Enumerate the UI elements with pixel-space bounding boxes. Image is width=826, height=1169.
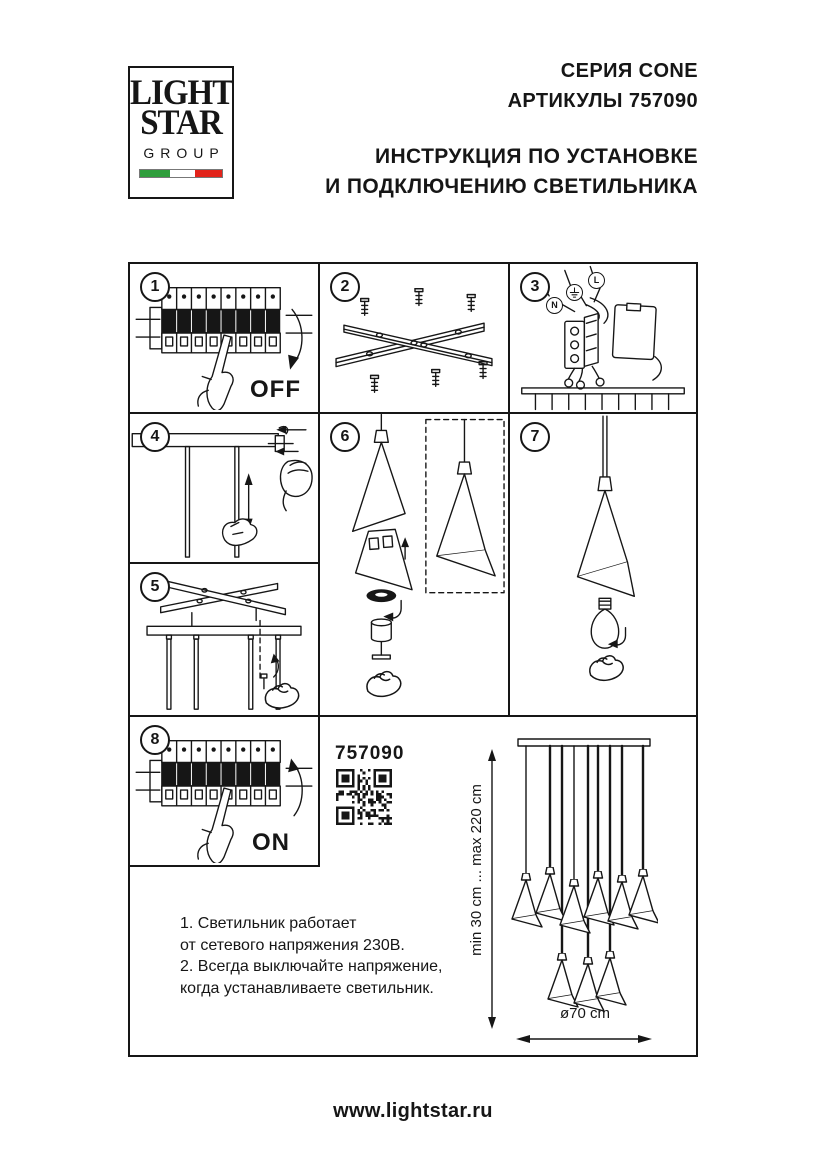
step-8-number: 8 (140, 725, 170, 755)
summary-panel (128, 715, 698, 1057)
note-line-4: когда устанавливаете светильник. (180, 979, 434, 997)
instruction-grid (128, 262, 698, 1057)
screw-icon (371, 375, 379, 392)
cone-shade-icon (512, 873, 542, 927)
flag-red-segment (195, 170, 222, 177)
note-line-2: от сетевого напряжения 230В. (180, 936, 405, 954)
website-link: www.lightstar.ru (333, 1100, 493, 1122)
page-title (325, 142, 698, 202)
step-6-number: 6 (330, 422, 360, 452)
qr-code (336, 769, 392, 825)
step-4-panel (128, 412, 320, 564)
flag-green-segment (140, 170, 170, 177)
italian-flag-icon (139, 169, 223, 178)
step-7-number: 7 (520, 422, 550, 452)
screw-icon (479, 362, 487, 379)
cone-shade-icon (574, 957, 604, 1011)
off-label: OFF (250, 376, 301, 403)
hand-icon (590, 656, 623, 680)
step-3-panel (508, 262, 698, 414)
flag-white-segment (170, 170, 195, 177)
step-5-panel (128, 562, 320, 717)
step-8-panel (130, 717, 320, 867)
step-5-number: 5 (140, 572, 170, 602)
step-3-number: 3 (520, 272, 550, 302)
lightstar-logo (128, 66, 234, 199)
step-1-panel (128, 262, 320, 414)
on-label: ON (252, 829, 290, 856)
step-1-number: 1 (140, 272, 170, 302)
line-letter: L (593, 275, 600, 285)
earth-symbol (566, 284, 583, 301)
logo-text-light: LIGHT (130, 73, 234, 113)
screw-icon (432, 370, 440, 387)
hand-icon (265, 684, 298, 708)
diameter-label: ø70 cm (559, 1005, 610, 1022)
shade-assembly-illustration (320, 414, 508, 715)
pendant-dimensions-diagram (478, 725, 658, 1047)
height-range-label: min 30 cm ... max 220 cm (468, 784, 485, 956)
step-2-panel (318, 262, 510, 414)
cone-shade-icon (548, 953, 578, 1007)
series-name: СЕРИЯ CONE (560, 60, 698, 82)
step-2-number: 2 (330, 272, 360, 302)
qr-article-number: 757090 (335, 743, 405, 764)
title-line-2: И ПОДКЛЮЧЕНИЮ СВЕТИЛЬНИКА (325, 175, 698, 198)
article-number: АРТИКУЛЫ 757090 (507, 90, 698, 112)
bulb-installation-illustration (510, 414, 696, 715)
neutral-letter: N (551, 300, 558, 310)
screw-icon (361, 299, 369, 316)
cone-shade-icon (629, 869, 658, 923)
note-line-3: 2. Всегда выключайте напряжение, (180, 958, 443, 975)
neutral-wire-label (546, 297, 563, 314)
header-series-block (508, 56, 698, 116)
note-line-1: 1. Светильник работает (180, 915, 357, 932)
cone-shade-icon (560, 879, 590, 933)
step-4-number: 4 (140, 422, 170, 452)
logo-text-group: GROUP (143, 145, 225, 161)
hand-icon (367, 672, 401, 697)
cone-shade-icon (596, 951, 626, 1005)
safety-notes (180, 913, 480, 999)
logo-text-star: STAR (140, 103, 222, 143)
step-7-panel (508, 412, 698, 717)
screw-icon (467, 295, 475, 312)
screw-icon (415, 289, 423, 306)
line-wire-label (588, 272, 605, 289)
title-line-1: ИНСТРУКЦИЯ ПО УСТАНОВКЕ (374, 145, 698, 168)
step-6-panel (318, 412, 510, 717)
